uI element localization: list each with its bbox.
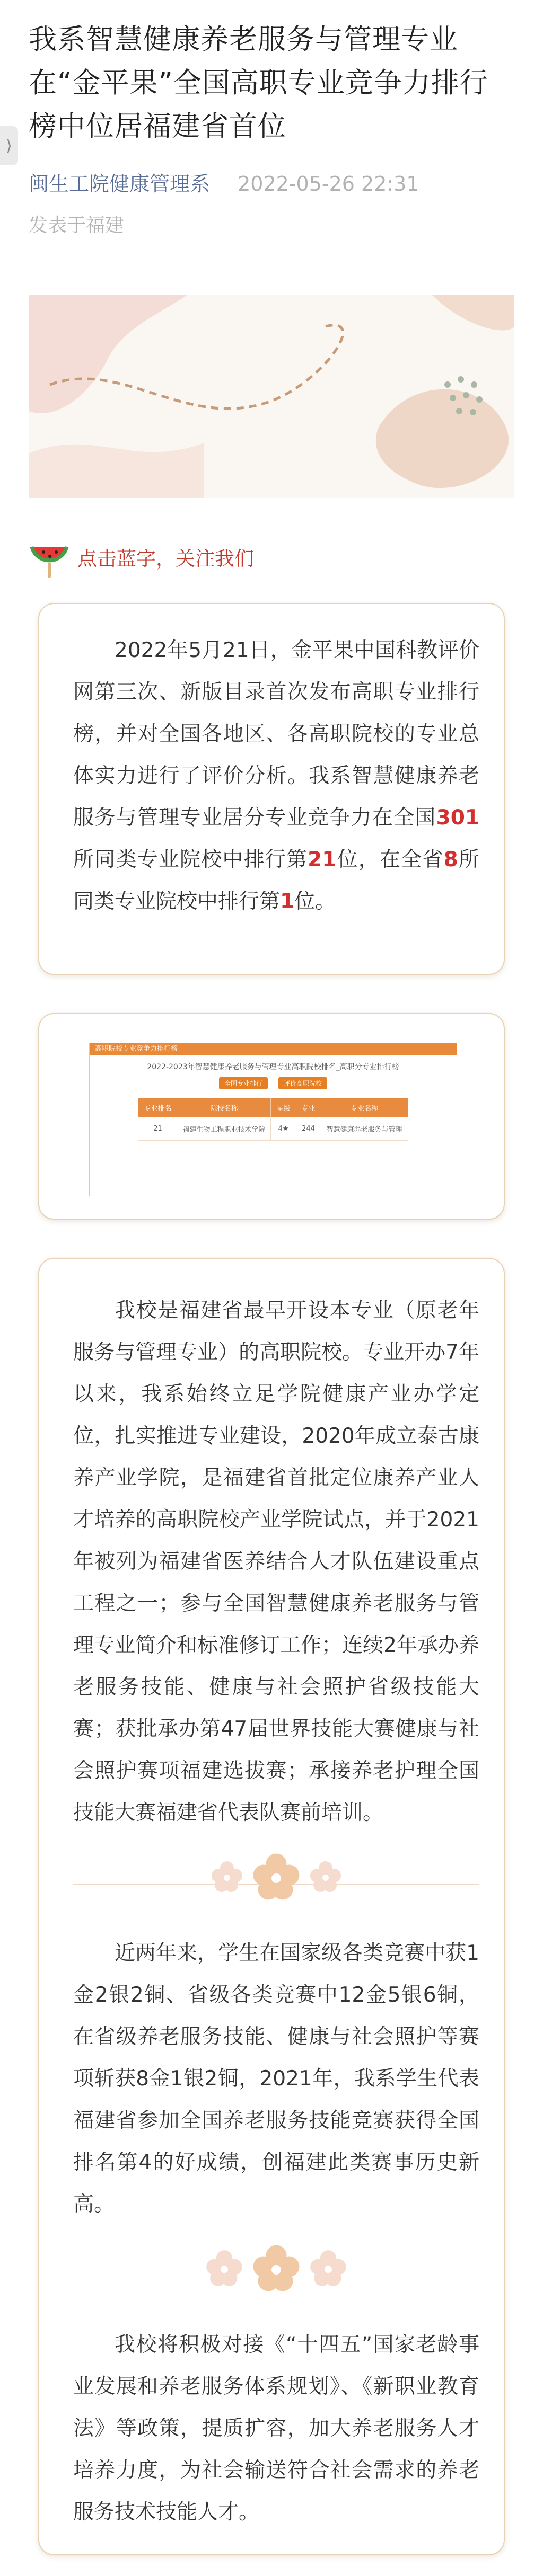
watermelon-icon [29, 536, 70, 579]
body-card [38, 1258, 505, 2555]
ranking-table [138, 1098, 408, 1141]
article-title: 我系智慧健康养老服务与管理专业在“金平果”全国高职专业竞争力排行榜中位居福建省首位 [29, 23, 488, 143]
flower-divider [73, 1853, 479, 1916]
table-cell: 21 [138, 1117, 177, 1141]
ranking-tags [90, 1077, 457, 1089]
column-header: 星级 [271, 1098, 296, 1117]
publish-datetime: 2022-05-26 22:31 [238, 172, 419, 196]
flower-group [211, 1853, 341, 1900]
follow-text: 点击蓝字，关注我们 [77, 547, 254, 570]
flower-icon [252, 2244, 300, 2292]
table-cell: 福建生物工程职业技术学院 [177, 1117, 271, 1141]
province-rank: 1 [280, 890, 295, 913]
ranking-card [38, 1013, 505, 1220]
intro-paragraph: 2022年5月21日，金平果中国科教评价网第三次、新版目录首次发布高职专业排行榜，并对全国各地区、各高职院校的专业总体实力进行了评价分析。我系智慧健康养老服务与管理专业居分专业竞争力在全国301所同类专业院校中排行第21位，在全省8所同类专业院校中排行第1位。 [73, 638, 479, 913]
table-cell: 244 [296, 1117, 321, 1141]
banner-art [29, 295, 514, 498]
body-paragraph-3: 我校将积极对接《“十四五”国家老龄事业发展和养老服务体系规划》、《新职业教育法》等政策，提质扩容，加大养老服务人才培养力度，为社会输送符合社会需求的养老服务技术技能人才。 [73, 2333, 479, 2524]
ranking-subtitle: 2022-2023年智慧健康养老服务与管理专业高职院校排名_高职分专业排行榜 [147, 1063, 399, 1071]
column-header: 院校名称 [177, 1098, 271, 1117]
table-cell: 智慧健康养老服务与管理 [321, 1117, 408, 1141]
follow-prompt[interactable] [29, 531, 514, 581]
intro-card [38, 603, 505, 975]
national-total: 301 [436, 806, 479, 830]
side-back-tab[interactable] [0, 126, 18, 165]
flower-divider [73, 2244, 479, 2308]
flower-icon [211, 1861, 243, 1893]
national-rank: 21 [308, 848, 337, 872]
column-header: 专业名称 [321, 1098, 408, 1117]
flower-icon [310, 2250, 347, 2287]
ranking-tag: 评价高职院校 [278, 1077, 327, 1089]
column-header: 专业 [296, 1098, 321, 1117]
flower-group [206, 2244, 347, 2292]
ranking-header: 高职院校专业竞争力排行榜 [90, 1043, 457, 1055]
table-cell: 4★ [271, 1117, 296, 1141]
flower-icon [252, 1853, 300, 1900]
province-total: 8 [443, 848, 458, 872]
flower-icon [310, 1861, 341, 1893]
body-paragraph-1: 我校是福建省最早开设本专业（原老年服务与管理专业）的高职院校。专业开办7年以来，我系始终立足学院健康产业办学定位，扎实推进专业建设，2020年成立泰古康养产业学院，是福建省首批定位康养产业人才培养的高职院校产业学院试点，并于2021年被列为福建省医养结合人才队伍建设重点工程之一；参与全国智慧健康养老服务与管理专业简介和标准修订工作；连续2年承办养老服务技能、健康与社会照护省级技能大赛；获批承办第47届世界技能大赛健康与社会照护赛项福建选拔赛；承接养老护理全国技能大赛福建省代表队赛前培训。 [73, 1299, 479, 1825]
table-row [138, 1117, 408, 1141]
publish-location: 发表于福建 [29, 215, 125, 236]
author-link[interactable]: 闽生工院健康管理系 [29, 172, 211, 196]
column-header: 专业排名 [138, 1098, 177, 1117]
article [29, 0, 514, 2555]
table-header-row [138, 1098, 408, 1117]
ranking-image [89, 1043, 457, 1196]
decorative-banner [29, 295, 514, 498]
flower-icon [206, 2250, 243, 2287]
article-meta [29, 167, 514, 197]
body-paragraph-2: 近两年来，学生在国家级各类竞赛中获1金2银2铜、省级各类竞赛中12金5银6铜，在省级养老服务技能、健康与社会照护等赛项斩获8金1银2铜，2021年，我系学生代表福建省参加全国养老服务技能竞赛获得全国排名第4的好成绩，创福建此类赛事历史新高。 [73, 1941, 479, 2216]
ranking-tag: 全国专业排行 [219, 1077, 268, 1089]
chevron-right-icon: ⟩ [6, 136, 12, 155]
